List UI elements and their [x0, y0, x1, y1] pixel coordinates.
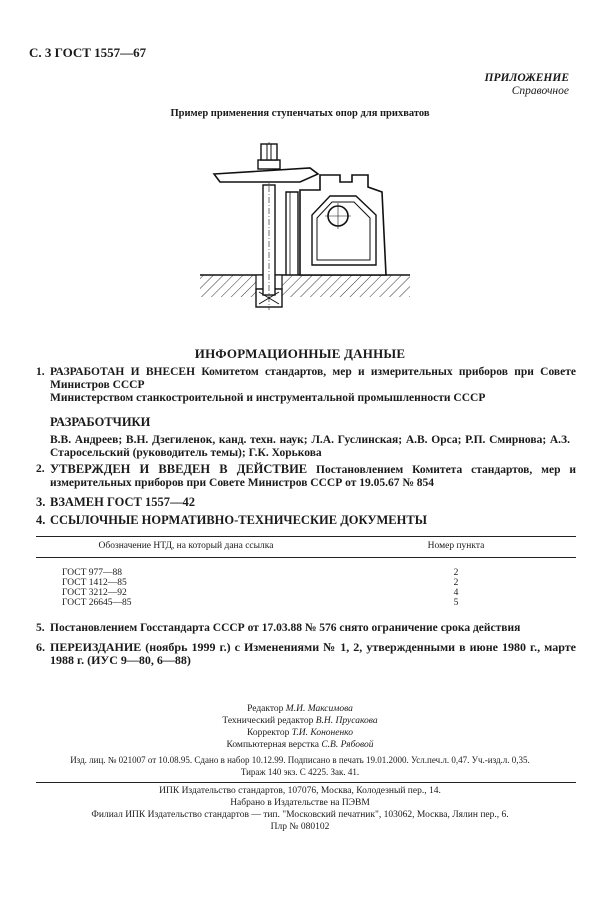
item-text: Постановлением Комитета стандартов, мер и измерительных приборов при Совете Министров СССР от 19.05.67 № 854	[50, 464, 576, 489]
appendix-title: ПРИЛОЖЕНИЕ	[484, 72, 569, 84]
developers-names: В.В. Андреев; В.Н. Дзегиленок, канд. техн. наук; Л.А. Гуслинская; А.В. Орса; Р.П. Смирнова; А.З. Старосельский (руководитель темы); Г.К. Хорькова	[50, 434, 570, 459]
publisher-line-1: ИПК Издательство стандартов, 107076, Москва, Колодезный пер., 14.	[159, 786, 441, 796]
step-support	[286, 192, 298, 275]
doc-cell: ГОСТ 977—88	[62, 568, 122, 578]
appendix-subtitle: Справочное	[511, 85, 569, 97]
info-item-6	[36, 641, 576, 667]
doc-cell: ГОСТ 3212—92	[62, 588, 127, 598]
credit-layout: Компьютерная верстка С.В. Рябовой	[226, 740, 374, 750]
item-text: ПЕРЕИЗДАНИЕ (ноябрь 1999 г.) с Изменениями № 1, 2, утвержденными в июне 1980 г., марте 1988 г. (ИУС 9—80, 6—88)	[50, 640, 576, 667]
washer	[258, 160, 280, 169]
page-header: С. 3 ГОСТ 1557—67	[29, 45, 147, 60]
item-text: Постановлением Госстандарта СССР от 17.03.88 № 576 снято ограничение срока действия	[50, 622, 521, 634]
table-row	[36, 578, 576, 588]
col-header-doc: Обозначение НТД, на который дана ссылка	[36, 537, 336, 558]
table-header-row	[36, 537, 576, 558]
doc-cell: ГОСТ 1412—85	[62, 578, 127, 588]
developers-title: РАЗРАБОТЧИКИ	[50, 415, 151, 429]
item-text: ВЗАМЕН ГОСТ 1557—42	[50, 495, 195, 509]
credit-tech-editor: Технический редактор В.Н. Прусакова	[222, 716, 378, 726]
item-lead: УТВЕРЖДЕН И ВВЕДЕН В ДЕЙСТВИЕ	[50, 462, 308, 476]
info-item-3	[36, 496, 576, 509]
ground-hatch	[200, 275, 410, 297]
references-table	[36, 536, 576, 608]
table-row	[36, 588, 576, 598]
item-lead: РАЗРАБОТАН И ВНЕСЕН	[50, 366, 196, 378]
publisher-line-4: Плр № 080102	[270, 822, 330, 832]
table-row	[36, 598, 576, 608]
doc-cell: ГОСТ 26645—85	[62, 598, 132, 608]
nut	[261, 144, 277, 160]
imprint-line-1: Изд. лиц. № 021007 от 10.08.95. Сдано в набор 10.12.99. Подписано в печать 19.01.2000. Усл.печ.л. 0,47. Уч.-изд.л. 0,35.	[70, 755, 530, 765]
clause-cell: 2	[453, 568, 459, 578]
info-title: ИНФОРМАЦИОННЫЕ ДАННЫЕ	[194, 346, 406, 361]
item-text-line2: Министерством станкостроительной и инструментальной промышленности СССР	[50, 392, 486, 404]
item-number: 6.	[36, 640, 45, 654]
imprint	[0, 754, 600, 778]
info-item-5	[36, 622, 576, 635]
item-number: 4.	[36, 513, 46, 527]
item-number: 2.	[36, 463, 45, 475]
info-item-2	[36, 463, 576, 490]
workpiece-window	[312, 196, 376, 265]
credit-editor: Редактор М.И. Максимова	[247, 704, 353, 714]
publisher-info	[0, 785, 600, 833]
clause-cell: 2	[453, 578, 459, 588]
info-item-4	[36, 514, 576, 527]
col-header-clause: Номер пункта	[336, 537, 576, 558]
credits	[0, 703, 600, 751]
publisher-line-2: Набрано в Издательстве на ПЭВМ	[230, 798, 370, 808]
item-number: 5.	[36, 622, 45, 634]
credit-corrector: Корректор Т.И. Кононенко	[246, 728, 354, 738]
info-item-1	[36, 366, 576, 405]
item-text: Комитетом стандартов, мер и измерительных приборов при Совете Министров СССР	[50, 366, 576, 391]
imprint-line-2: Тираж 140 экз. С 4225. Зак. 41.	[240, 767, 360, 777]
item-number: 1.	[36, 366, 45, 378]
clamp-plate	[214, 168, 318, 182]
figure-caption: Пример применения ступенчатых опор для прихватов	[170, 108, 430, 119]
table-row	[36, 568, 576, 578]
item-number: 3.	[36, 495, 46, 509]
item-text: ССЫЛОЧНЫЕ НОРМАТИВНО-ТЕХНИЧЕСКИЕ ДОКУМЕНТЫ	[50, 513, 427, 527]
step-support-drawing	[180, 130, 420, 310]
divider	[36, 782, 576, 783]
appendix-heading	[485, 72, 569, 98]
clause-cell: 4	[453, 588, 459, 598]
publisher-line-3: Филиал ИПК Издательство стандартов — тип. "Московский печатник", 103062, Москва, Лялин пер., 6.	[91, 810, 509, 820]
clause-cell: 5	[453, 598, 459, 608]
